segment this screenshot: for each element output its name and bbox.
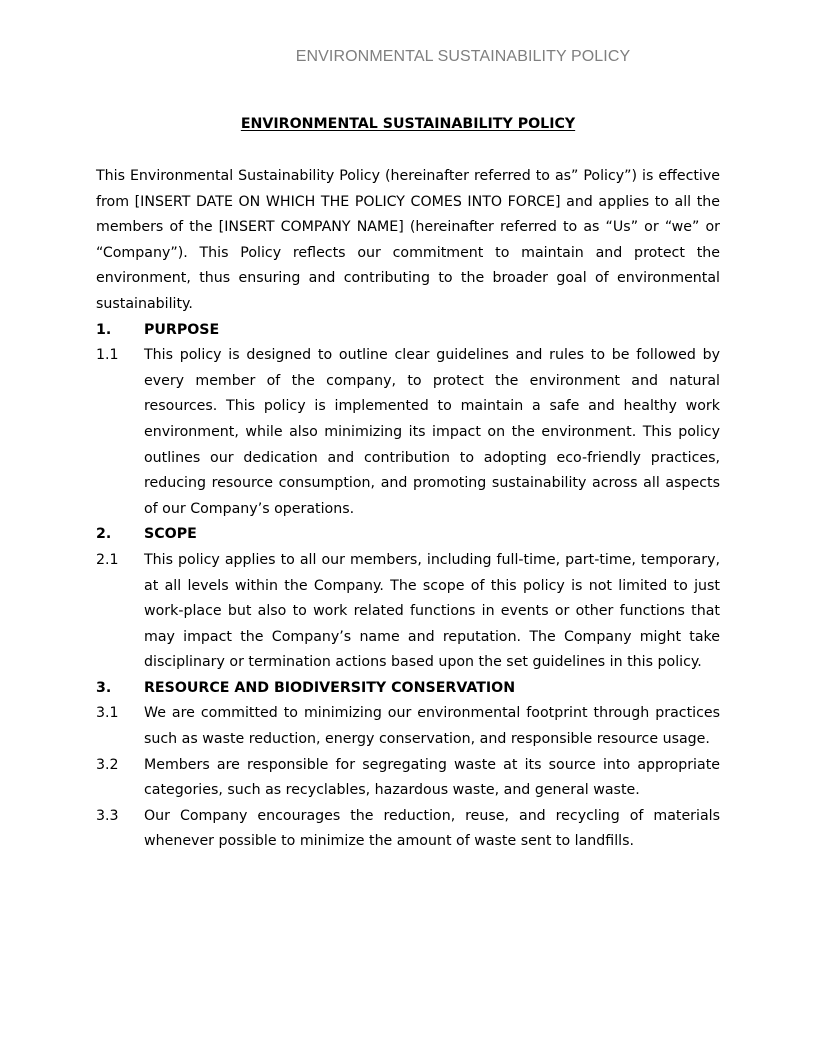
clause-3-2 [96,753,720,804]
section-title: PURPOSE [144,321,220,338]
clause-number: 3.1 [96,705,119,722]
document-body [96,164,720,855]
clause-number: 3.2 [96,756,119,773]
running-header: ENVIRONMENTAL SUSTAINABILITY POLICY [295,48,631,65]
section-number: 1. [96,321,112,338]
section-number: 2. [96,526,112,543]
clause-2-1 [96,548,720,676]
clause-text: This policy is designed to outline clear guidelines and rules to be followed by every member of the company, to protect the environment and natural resources. This policy is implemented to maintain a safe and healthy work environment, while also minimizing its impact on the environment. This policy outlines our dedication and contribution to adopting eco-friendly practices, reducing resource consumption, and promoting sustainability across all aspects of our Company’s operations. [144,347,720,517]
intro-paragraph: This Environmental Sustainability Policy (hereinafter referred to as” Policy”) is effective from [INSERT DATE ON WHICH THE POLICY COMES INTO FORCE] and applies to all the members of the [INSERT COMPANY NAME] (hereinafter referred to as “Us” or “we” or “Company”). This Policy reflects our commitment to maintain and protect the environment, thus ensuring and contributing to the broader goal of environmental sustainability. [96,168,720,312]
clause-3-1 [96,701,720,752]
clause-text: Members are responsible for segregating waste at its source into appropriate categories, such as recyclables, hazardous waste, and general waste. [144,756,720,799]
section-heading-resource-conservation [96,676,720,702]
section-title: RESOURCE AND BIODIVERSITY CONSERVATION [144,679,516,696]
clause-number: 1.1 [96,347,119,364]
section-heading-purpose [96,318,720,344]
clause-text: We are committed to minimizing our environmental footprint through practices such as waste reduction, energy conservation, and responsible resource usage. [144,705,720,748]
section-title: SCOPE [144,526,197,543]
section-heading-scope [96,522,720,548]
clause-text: Our Company encourages the reduction, reuse, and recycling of materials whenever possible to minimize the amount of waste sent to landfills. [144,807,720,850]
clause-number: 3.3 [96,807,119,824]
clause-3-3 [96,804,720,855]
clause-number: 2.1 [96,551,119,568]
clause-1-1 [96,343,720,522]
clause-text: This policy applies to all our members, including full-time, part-time, temporary, at all levels within the Company. The scope of this policy is not limited to just work-place but also to work related functions in events or other functions that may impact the Company’s name and reputation. The Company might take disciplinary or termination actions based upon the set guidelines in this policy. [144,551,720,671]
document-title: ENVIRONMENTAL SUSTAINABILITY POLICY [240,116,576,132]
section-number: 3. [96,679,112,696]
